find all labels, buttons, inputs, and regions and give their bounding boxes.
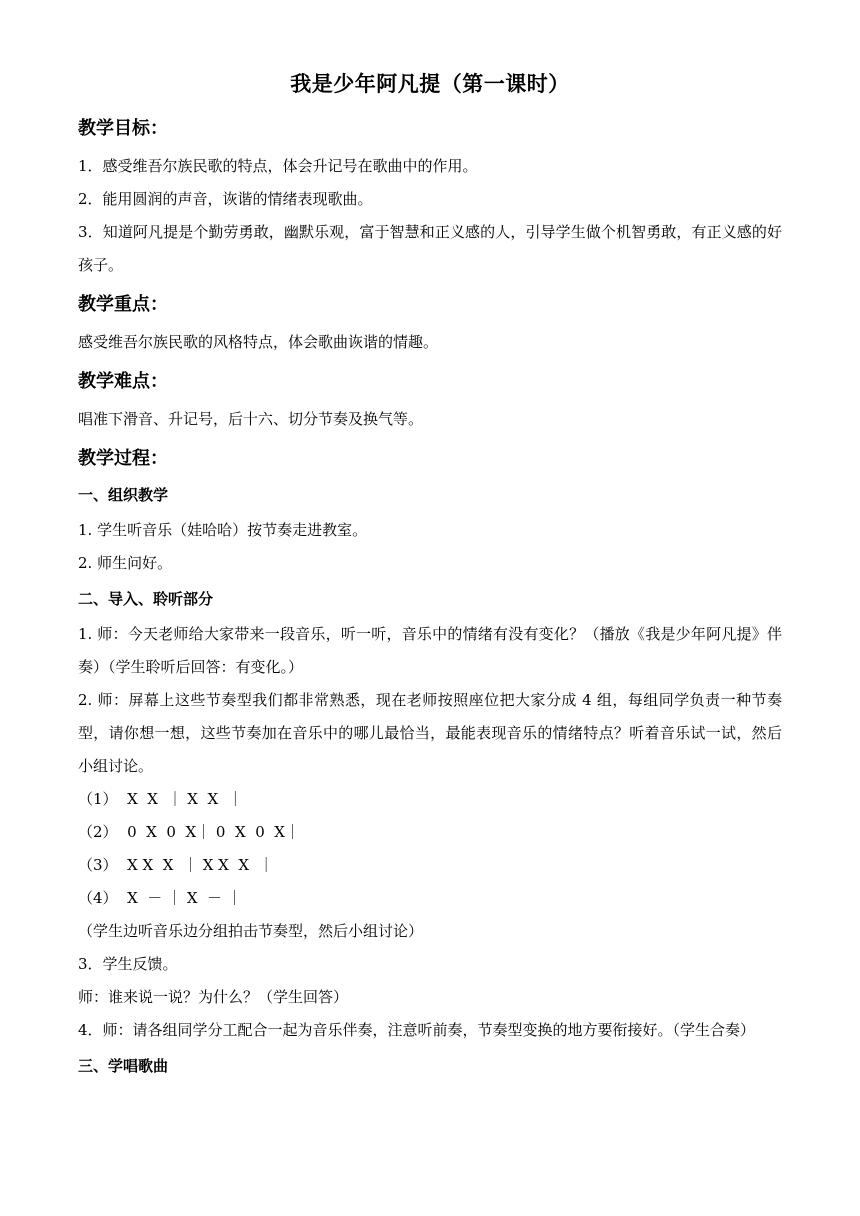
section2-title: 二、导入、聆听部分 xyxy=(78,590,214,608)
goals-heading: 教学目标： xyxy=(78,118,168,139)
section2-note: （学生边听音乐边分组拍击节奏型，然后小组讨论） xyxy=(78,922,424,940)
key-text: 感受维吾尔族民歌的风格特点，体会歌曲诙谐的情趣。 xyxy=(78,333,439,351)
section1-item-2: 2. 师生问好。 xyxy=(78,554,173,572)
section2-item-3: 3．学生反馈。 xyxy=(78,955,178,973)
key-heading: 教学重点： xyxy=(78,294,168,315)
section2-item-2: 2. 师：屏幕上这些节奏型我们都非常熟悉，现在老师按照座位把大家分成 4 组，每组同学负责一种节奏型，请你想一想，这些节奏加在音乐中的哪儿最恰当，最能表现音乐的情绪特点？听着音乐试一试，然后小组讨论。 xyxy=(78,691,782,775)
rhythm-2: （2） 0 X 0 X｜ 0 X 0 X｜ xyxy=(78,823,300,841)
goal-item-3: 3．知道阿凡提是个勤劳勇敢，幽默乐观，富于智慧和正义感的人，引导学生做个机智勇敢，有正义感的好孩子。 xyxy=(78,223,782,274)
document-title: 我是少年阿凡提（第一课时） xyxy=(290,71,570,96)
section2-item-1: 1. 师：今天老师给大家带来一段音乐，听一听，音乐中的情绪有没有变化？（播放《我是少年阿凡提》伴奏）（学生聆听后回答：有变化。） xyxy=(78,625,782,676)
section2-dialog: 师：谁来说一说？为什么？（学生回答） xyxy=(78,988,349,1006)
difficulty-text: 唱准下滑音、升记号，后十六、切分节奏及换气等。 xyxy=(78,410,424,428)
rhythm-4: （4） X － ｜ X － ｜ xyxy=(78,889,242,907)
process-heading: 教学过程： xyxy=(78,448,168,469)
rhythm-3: （3） X X X ｜ X X X ｜ xyxy=(78,856,274,874)
goal-item-2: 2．能用圆润的声音，诙谐的情绪表现歌曲。 xyxy=(78,190,373,208)
difficulty-heading: 教学难点： xyxy=(78,371,168,392)
section3-title: 三、学唱歌曲 xyxy=(78,1057,169,1075)
section1-item-1: 1. 学生听音乐（娃哈哈）按节奏走进教室。 xyxy=(78,521,368,539)
section1-title: 一、组织教学 xyxy=(78,486,169,504)
rhythm-1: （1） X X ｜ X X ｜ xyxy=(78,790,243,808)
section2-item-4: 4．师：请各组同学分工配合一起为音乐伴奏，注意听前奏，节奏型变换的地方要衔接好。（学生合奏） xyxy=(78,1021,756,1039)
goal-item-1: 1．感受维吾尔族民歌的特点，体会升记号在歌曲中的作用。 xyxy=(78,157,478,175)
